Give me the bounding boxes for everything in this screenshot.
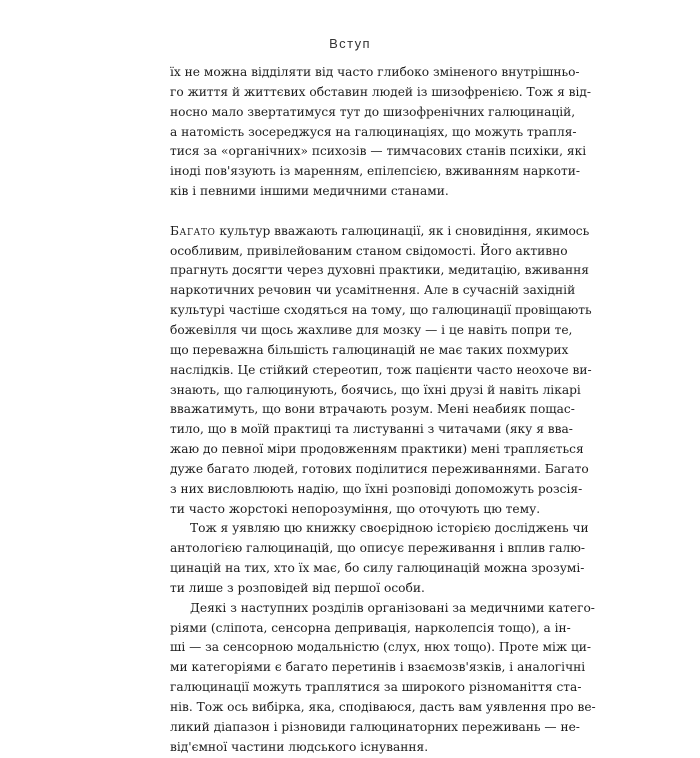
paragraph (170, 222, 592, 520)
text-line: нів. Тож ось вибірка, яка, сподіваюся, дасть вам уявлення про ве- (170, 700, 596, 714)
body-text (170, 63, 596, 758)
lead-line-text: культур вважають галюцинації, як і сновидіння, якимось (215, 223, 590, 238)
text-line: го життя й життєвих обставин людей із шизофренією. Тож я від- (170, 84, 592, 99)
text-line: тися за «органічних» психозів — тимчасових станів психіки, які (170, 144, 587, 159)
text-line: наркотичних речовин чи усамітнення. Але в сучасній західній (170, 283, 576, 298)
text-line: божевілля чи щось жахливе для мозку — і це навіть попри те, (170, 322, 573, 337)
lead-in-word: Багато (170, 223, 216, 238)
text-line: особливим, привілейованим станом свідомості. Його активно (170, 243, 568, 258)
text-line: іноді пов'язують із маренням, епілепсією, вживанням наркоти- (170, 164, 580, 179)
text-line: вважатимуть, що вони втрачають розум. Мені неабияк пощас- (170, 402, 575, 417)
text-line: жаю до певної міри продовженням практики) мені трапляється (170, 442, 584, 457)
text-line: ші — за сенсорною модальністю (слух, нюх тощо). Проте між ци- (170, 640, 592, 655)
text-line: Тож я уявляю цю книжку своєрідною історією досліджень чи (190, 521, 589, 536)
text-line: знають, що галюцинують, боячись, що їхні друзі й навіть лікарі (170, 382, 581, 397)
text-line: галюцинації можуть траплятися за широкого різноманіття ста- (170, 680, 582, 695)
text-line: носно мало звертатимуся тут до шизофренічних галюцинацій, (170, 104, 576, 119)
text-line: прагнуть досягти через духовні практики, медитацію, вживання (170, 263, 589, 278)
paragraph (170, 63, 592, 202)
text-line (170, 222, 590, 242)
paragraph (170, 519, 589, 598)
text-line: Деякі з наступних розділів організовані за медичними катего- (190, 600, 595, 615)
text-line: з них висловлюють надію, що їхні розповіді допоможуть розсія- (170, 481, 583, 496)
text-line: що переважна більшість галюцинацій не має таких похмурих (170, 342, 569, 357)
text-line: ріями (сліпота, сенсорна депривація, нарколепсія тощо), а ін- (170, 620, 571, 635)
text-line: культурі частіше сходяться на тому, що галюцинації провіщають (170, 303, 592, 318)
text-line: їх не можна відділяти від часто глибоко зміненого внутрішньо- (170, 65, 580, 79)
text-line: а натомість зосереджуся на галюцинаціях, що можуть трапля- (170, 124, 577, 139)
text-line: ти часто жорстокі непорозуміння, що оточують цю тему. (170, 501, 541, 516)
text-line: ликий діапазон і різновиди галюцинаторних переживань — не- (170, 719, 580, 734)
text-line: ків і певними іншими медичними станами. (170, 184, 449, 199)
text-line: антологією галюцинацій, що описує переживання і вплив галю- (170, 541, 586, 556)
text-line: від'ємної частини людського існування. (170, 739, 429, 754)
section-break (170, 202, 530, 222)
text-line: дуже багато людей, готових поділитися переживаннями. Багато (170, 461, 589, 476)
paragraph (170, 599, 596, 758)
running-head: Вступ (329, 36, 371, 51)
text-line: ми категоріями є багато перетинів і взаємозв'язків, і аналогічні (170, 660, 586, 675)
text-line: тило, що в моїй практиці та листуванні з читачами (яку я вва- (170, 422, 573, 437)
text-line: наслідків. Це стійкий стереотип, тож пацієнти часто неохоче ви- (170, 362, 592, 377)
text-line: ти лише з розповідей від першої особи. (170, 580, 425, 595)
text-line: цинацій на тих, хто їх має, бо силу галюцинацій можна зрозумі- (170, 561, 585, 576)
